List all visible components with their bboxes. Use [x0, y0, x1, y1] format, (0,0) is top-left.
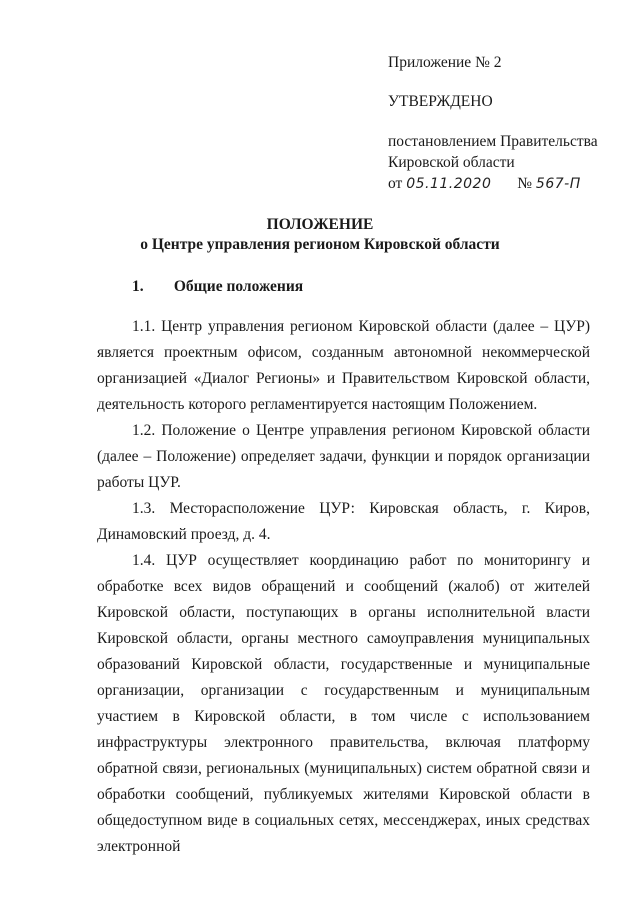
paragraph-1-3: 1.3. Месторасположение ЦУР: Кировская область, г. Киров, Динамовский проезд, д. 4.	[97, 500, 590, 543]
paragraph-1-1: 1.1. Центр управления регионом Кировской области (далее – ЦУР) является проектным офисом, созданным автономной некоммерческой организацией «Диалог Регионы» и Правительством Кировской области, деятельность которого регламентируется настоящим Положением.	[97, 318, 590, 413]
paragraph-1-2: 1.2. Положение о Центре управления регионом Кировской области (далее – Положение) определяет задачи, функции и порядок организации работы ЦУР.	[97, 422, 590, 491]
section-number: 1.	[132, 278, 144, 295]
document-title: ПОЛОЖЕНИЕ	[266, 216, 374, 233]
decree-line-1: постановлением Правительства	[388, 133, 598, 150]
decree-line-2: Кировской области	[388, 154, 515, 171]
appendix-label: Приложение № 2	[388, 54, 502, 71]
from-label: от	[388, 175, 403, 192]
approval-header	[388, 52, 628, 195]
section-title: Общие положения	[173, 278, 304, 295]
handwritten-date: 05.11.2020	[406, 176, 492, 192]
number-label: №	[517, 175, 533, 192]
approved-label: УТВЕРЖДЕНО	[388, 93, 493, 110]
handwritten-number: 567-П	[535, 176, 581, 192]
document-subtitle: о Центре управления регионом Кировской области	[140, 236, 500, 253]
paragraph-1-4: 1.4. ЦУР осуществляет координацию работ по мониторингу и обработке всех видов обращений и сообщений (жалоб) от жителей Кировской области, поступающих в органы исполнительной власти Кировской области, органы местного самоуправления муниципальных образований Кировской области, государственные и муниципальные организации, организации с государственным и муниципальным участием в Кировской области, в том числе с использованием инфраструктуры электронного правительства, включая платформу обратной связи, региональных (муниципальных) систем обратной связи и обработки сообщений, публикуемых жителями Кировской области в общедоступном виде в социальных сетях, мессенджерах, иных средствах электронной	[97, 552, 590, 855]
decree-date-line	[388, 173, 628, 195]
section-heading	[132, 278, 303, 296]
